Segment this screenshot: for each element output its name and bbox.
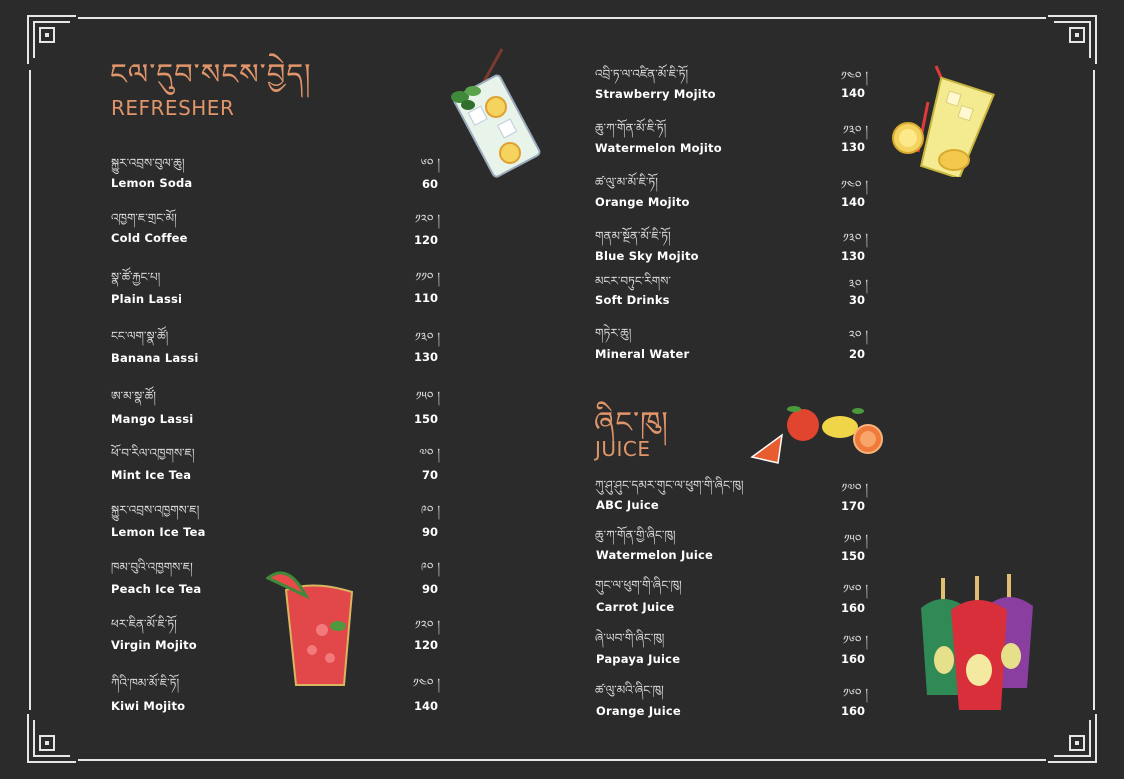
item-tibetan-price: ༡༤༠ །	[412, 676, 440, 690]
item-tibetan-name: ཁམ་བུའི་འཁྱགས་ཇ།	[111, 560, 193, 574]
item-tibetan-price: ༡༢༠ །	[414, 212, 440, 226]
item-tibetan-name: ཕར་ཇིན་མོ་ཇི་ཏོ།	[111, 617, 177, 631]
item-price: 170	[840, 499, 865, 513]
item-tibetan-name: ཆུ་ཀ་གོན་གྱི་ཞིང་ཁུ།	[595, 528, 676, 542]
item-tibetan-name: གནམ་སྔོན་མོ་ཇི་ཏོ།	[595, 229, 671, 243]
item-tibetan-price: ༡༣༠ །	[842, 123, 868, 137]
item-name: Blue Sky Mojito	[595, 249, 699, 263]
item-tibetan-name: ངང་ལག་སྣ་ཚོ།	[111, 329, 169, 343]
item-price: 140	[413, 699, 438, 713]
item-name: Strawberry Mojito	[595, 87, 716, 101]
item-tibetan-price: ༡༣༠ །	[842, 231, 868, 245]
item-name: Carrot Juice	[596, 600, 675, 614]
item-name: Plain Lassi	[111, 292, 183, 306]
item-price: 120	[413, 638, 438, 652]
refresher-title: REFRESHER	[111, 96, 235, 120]
item-price: 140	[840, 86, 865, 100]
item-name: Banana Lassi	[111, 351, 199, 365]
item-tibetan-price: ༡༦༠ །	[842, 582, 868, 596]
item-tibetan-name: ཕོ་བ་རིལ་འཁྱགས་ཇ།	[111, 446, 195, 460]
item-tibetan-price: ༡༡༠ །	[415, 270, 440, 284]
item-tibetan-price: ༡༥༠ །	[843, 532, 868, 546]
frame-right-line	[1093, 70, 1095, 710]
fruit-cluster-illustration	[748, 403, 888, 465]
juice-title-tibetan: ཞིང་ཁུ།	[594, 405, 669, 439]
item-tibetan-price: ༡༥༠ །	[415, 389, 440, 403]
item-tibetan-name: གཏེར་ཆུ།	[595, 326, 632, 340]
item-tibetan-name: ཀིའི་ཁམ་མོ་ཇི་ཏོ།	[111, 676, 180, 690]
item-tibetan-name: འཁྱག་ཇ་གྲང་མོ།	[111, 211, 177, 225]
item-price: 70	[421, 468, 438, 482]
item-name: ABC Juice	[596, 498, 659, 512]
item-tibetan-price: ༡༤༠ །	[840, 178, 868, 192]
item-tibetan-name: ཞེ་ཡབ་གི་ཞིང་ཁུ།	[595, 631, 665, 645]
juice-cups-illustration	[915, 570, 1037, 715]
item-tibetan-price: ༧༠ །	[419, 446, 440, 460]
item-price: 130	[840, 140, 865, 154]
mojito-glass-illustration	[440, 45, 545, 180]
item-name: Mint Ice Tea	[111, 468, 192, 482]
item-tibetan-name: ཚ་ལུ་མའི་ཞིང་ཁུ།	[595, 683, 664, 697]
item-price: 160	[840, 601, 865, 615]
item-tibetan-price: ༡༣༠ །	[414, 330, 440, 344]
item-name: Virgin Mojito	[111, 638, 197, 652]
item-tibetan-price: ༢༠ །	[848, 328, 868, 342]
item-name: Orange Mojito	[595, 195, 690, 209]
item-tibetan-price: ༡༦༠ །	[842, 686, 868, 700]
item-name: Watermelon Mojito	[595, 141, 722, 155]
item-tibetan-price: ༡༢༠ །	[414, 618, 440, 632]
frame-left-line	[29, 70, 31, 710]
item-tibetan-price: ༡༦༠ །	[842, 633, 868, 647]
item-name: Papaya Juice	[596, 652, 681, 666]
item-tibetan-price: ༣༠ །	[848, 277, 868, 291]
item-price: 150	[840, 549, 865, 563]
item-tibetan-name: ཆུ་ཀ་གོན་མོ་ཇི་ཏོ།	[595, 121, 667, 135]
corner-ornament-top-right	[1046, 14, 1098, 66]
item-name: Cold Coffee	[111, 231, 188, 245]
item-tibetan-name: ཀུ་ཤུ་ཤུང་དམར་གུང་ལ་ཕུག་གི་ཞིང་ཁུ།	[595, 478, 744, 492]
item-price: 20	[848, 347, 865, 361]
item-tibetan-price: ༡༤༠ །	[840, 69, 868, 83]
corner-ornament-bottom-right	[1046, 712, 1098, 764]
item-price: 160	[840, 652, 865, 666]
item-price: 90	[421, 582, 438, 596]
item-name: Soft Drinks	[595, 293, 670, 307]
item-tibetan-price: ༩༠ །	[420, 560, 440, 574]
corner-ornament-top-left	[26, 14, 78, 66]
item-name: Mineral Water	[595, 347, 690, 361]
item-name: Orange Juice	[596, 704, 681, 718]
item-tibetan-price: ༦༠ །	[420, 156, 440, 170]
item-price: 140	[840, 195, 865, 209]
refresher-title-tibetan: ངལ་དུབ་སངས་བྱེད།	[110, 57, 312, 91]
item-tibetan-name: མངར་བཏུང་རིགས་	[595, 274, 671, 288]
item-name: Mango Lassi	[111, 412, 194, 426]
corner-ornament-bottom-left	[26, 712, 78, 764]
item-price: 130	[413, 350, 438, 364]
item-price: 120	[413, 233, 438, 247]
watermelon-drink-illustration	[266, 560, 358, 692]
juice-title: JUICE	[595, 437, 651, 461]
item-tibetan-name: ཨ་མ་སྣ་ཚོ།	[111, 389, 156, 403]
item-price: 30	[848, 293, 865, 307]
frame-top-line	[78, 17, 1046, 19]
frame-bottom-line	[78, 759, 1046, 761]
item-price: 110	[413, 291, 438, 305]
item-tibetan-name: སྐྱུར་འབྲས་འཁྱགས་ཇ།	[111, 503, 200, 517]
item-tibetan-name: གུང་ལ་ཕུག་གི་ཞིང་ཁུ།	[595, 578, 682, 592]
item-tibetan-name: སྐྱུར་འབྲས་བུལ་ཆུ།	[111, 156, 185, 170]
item-price: 160	[840, 704, 865, 718]
lemonade-glass-illustration	[888, 62, 998, 177]
item-tibetan-name: ཚ་ལུ་མ་མོ་ཇི་ཏོ།	[595, 175, 658, 189]
item-tibetan-price: ༡༧༠ །	[841, 481, 868, 495]
item-tibetan-name: འབྲི་ཏ་ལ་འཛིན་མོ་ཇི་ཏོ།	[595, 67, 689, 81]
item-price: 90	[421, 525, 438, 539]
item-name: Kiwi Mojito	[111, 699, 186, 713]
item-price: 130	[840, 249, 865, 263]
item-price: 150	[413, 412, 438, 426]
item-name: Lemon Ice Tea	[111, 525, 206, 539]
item-name: Peach Ice Tea	[111, 582, 202, 596]
item-name: Lemon Soda	[111, 176, 193, 190]
item-tibetan-price: ༩༠ །	[420, 503, 440, 517]
item-name: Watermelon Juice	[596, 548, 714, 562]
item-price: 60	[421, 177, 438, 191]
item-tibetan-name: སྣ་ཚོ་རྐྱང་པ།	[111, 270, 161, 284]
